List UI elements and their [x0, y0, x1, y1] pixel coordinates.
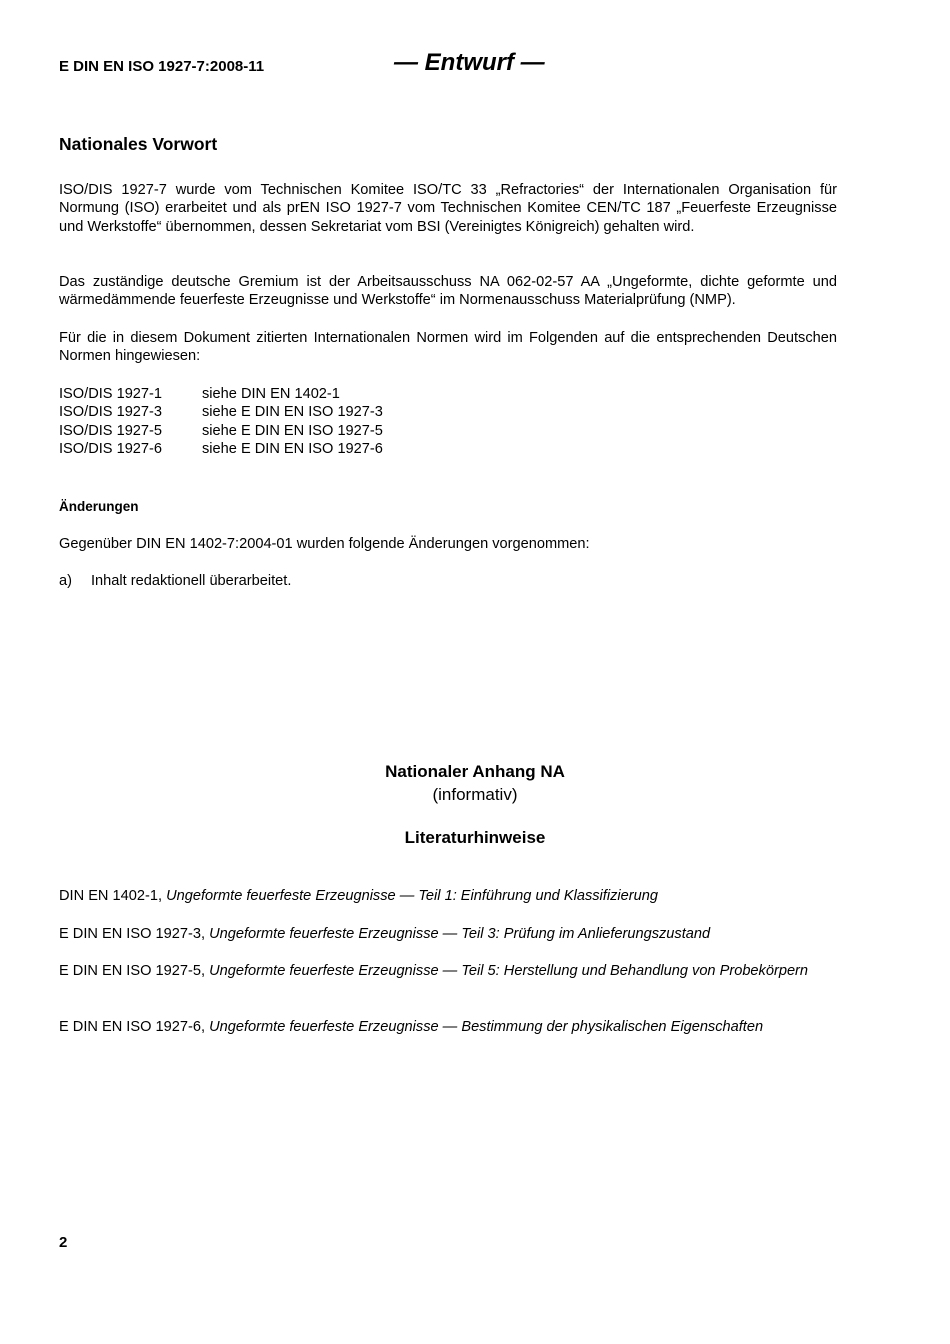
din-ref: siehe DIN EN 1402-1: [202, 386, 340, 402]
draft-label: — Entwurf —: [394, 49, 545, 76]
entry-title: Ungeformte feuerfeste Erzeugnisse — Teil 1: Einführung und Klassifizierung: [166, 888, 658, 904]
bibliography-title: Literaturhinweise: [404, 828, 546, 847]
aenderungen-intro: Gegenüber DIN EN 1402-7:2004-01 wurden folgende Änderungen vorgenommen:: [59, 536, 590, 552]
list-marker: a): [59, 573, 72, 589]
entry-title: Ungeformte feuerfeste Erzeugnisse — Teil 3: Prüfung im Anlieferungszustand: [209, 926, 711, 942]
entry-ref: E DIN EN ISO 1927-3,: [59, 926, 205, 942]
iso-ref: ISO/DIS 1927-1: [59, 386, 163, 402]
paragraph: Für die in diesem Dokument zitierten Internationalen Normen wird im Folgenden auf die entsprechenden Deutschen Normen hingewiesen:: [59, 330, 837, 365]
din-ref: siehe E DIN EN ISO 1927-6: [202, 440, 383, 457]
paragraph: Das zuständige deutsche Gremium ist der Arbeitsausschuss NA 062-02-57 AA „Ungeformte, dichte geformte und wärmedämmende feuerfeste Erzeugnisse und Werkstoffe“ im Normenausschuss Materialprüfung (NMP).: [59, 274, 837, 309]
entry-title: Ungeformte feuerfeste Erzeugnisse — Bestimmung der physikalischen Eigenschaften: [209, 1019, 764, 1035]
entry-ref: E DIN EN ISO 1927-5,: [59, 963, 205, 979]
bibliography-entry: [59, 962, 837, 980]
section-title-vorwort: Nationales Vorwort: [59, 134, 218, 154]
iso-ref: ISO/DIS 1927-5: [59, 422, 163, 439]
iso-ref: ISO/DIS 1927-3: [59, 404, 163, 421]
list-text: Inhalt redaktionell überarbeitet.: [91, 573, 292, 589]
reference-row: [59, 440, 837, 458]
reference-row: [59, 385, 837, 403]
entry-title: Ungeformte feuerfeste Erzeugnisse — Teil 5: Herstellung und Behandlung von Probekörpern: [209, 963, 809, 979]
reference-row: [59, 403, 837, 421]
bibliography-entry: [59, 1018, 837, 1036]
iso-ref: ISO/DIS 1927-6: [59, 440, 163, 457]
reference-list: [59, 385, 837, 458]
section-title-aenderungen: Änderungen: [59, 499, 139, 514]
entry-ref: DIN EN 1402-1,: [59, 888, 163, 904]
bibliography-entry: [59, 925, 837, 943]
paragraph: ISO/DIS 1927-7 wurde vom Technischen Komitee ISO/TC 33 „Refractories“ der Internationalen Organisation für Normung (ISO) erarbeitet und als prEN ISO 1927-7 vom Technischen Komitee CEN/TC 187 „Feuerfeste Erzeugnisse und Werkstoffe“ übernommen, dessen Sekretariat vom BSI (Vereinigtes Königreich) gehalten wird.: [59, 182, 837, 235]
entry-ref: E DIN EN ISO 1927-6,: [59, 1019, 205, 1035]
aenderungen-item: [59, 572, 837, 590]
page-number: 2: [59, 1234, 68, 1251]
din-ref: siehe E DIN EN ISO 1927-5: [202, 422, 383, 439]
reference-row: [59, 422, 837, 440]
annex-title: Nationaler Anhang NA: [385, 762, 565, 781]
annex-subtitle: (informativ): [432, 785, 518, 804]
bibliography-entry: [59, 887, 837, 905]
document-id: E DIN EN ISO 1927-7:2008-11: [59, 58, 265, 75]
din-ref: siehe E DIN EN ISO 1927-3: [202, 404, 383, 421]
